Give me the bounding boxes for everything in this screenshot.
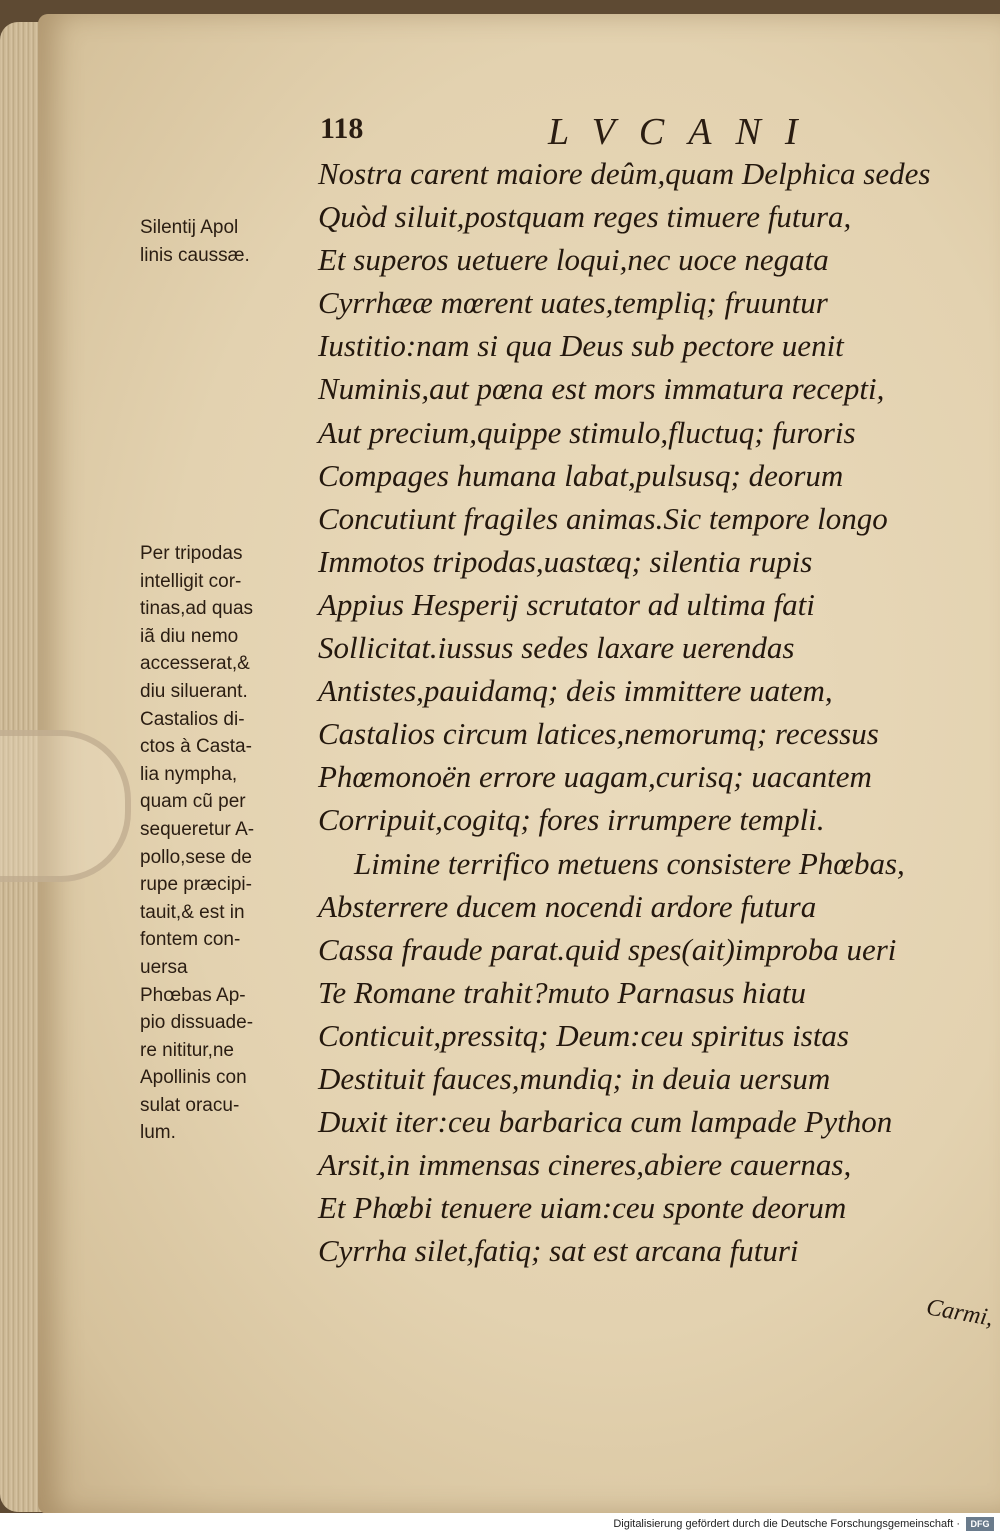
verse-line: Arsit,in immensas cineres,abiere cauernas, — [318, 1147, 852, 1183]
verse-line: Et superos uetuere loqui,nec uoce negata — [318, 242, 829, 278]
verse-line: Phœmonoën errore uagam,curisq; uacantem — [318, 759, 872, 795]
margin-note-line: fontem con- — [140, 929, 241, 951]
verse-line: Sollicitat.iussus sedes laxare uerendas — [318, 630, 795, 666]
catchword: Carmi, — [924, 1294, 996, 1332]
verse-line: Absterrere ducem nocendi ardore futura — [318, 888, 817, 924]
verse-line: Numinis,aut pœna est mors immatura recepti, — [318, 371, 885, 407]
verse-line: Duxit iter:ceu barbarica cum lampade Python — [318, 1104, 893, 1140]
verse-line: Limine terrifico metuens consistere Phœbas, — [354, 845, 905, 881]
margin-note-line: Silentij Apol — [140, 217, 239, 238]
margin-note-line: lum. — [140, 1122, 176, 1144]
verse-line: Et Phœbi tenuere uiam:ceu sponte deorum — [318, 1190, 847, 1226]
margin-note-tripods — [140, 540, 318, 1147]
margin-note-line: sulat oracu- — [140, 1094, 240, 1116]
margin-note-line: quam cũ per — [140, 791, 246, 813]
verse-line: Antistes,pauidamq; deis immittere uatem, — [318, 673, 833, 709]
margin-note-line: accesserat,& — [140, 653, 250, 675]
margin-note-line: tinas,ad quas — [140, 598, 254, 620]
verse-line: Castalios circum latices,nemorumq; recessus — [318, 716, 879, 752]
margin-note-line: re nititur,ne — [140, 1039, 234, 1061]
verse-line: Concutiunt fragiles animas.Sic tempore longo — [318, 500, 888, 536]
verse-line: Aut precium,quippe stimulo,fluctuq; furoris — [318, 414, 856, 450]
margin-note-line: Per tripodas — [140, 543, 243, 564]
verse-line: Te Romane trahit?muto Parnasus hiatu — [318, 974, 806, 1010]
margin-note-line: Castalios di- — [140, 708, 245, 730]
margin-note-line: Apollinis con — [140, 1067, 247, 1089]
margin-note-line: ctos à Casta- — [140, 736, 252, 758]
digitization-footer — [0, 1513, 1000, 1535]
margin-note-line: pio dissuade- — [140, 1012, 254, 1034]
margin-note-line: intelligit cor- — [140, 570, 242, 592]
verse-line: Nostra carent maiore deûm,quam Delphica sedes — [318, 156, 931, 191]
verse-line: Destituit fauces,mundiq; in deuia uersum — [318, 1060, 831, 1096]
margin-note-line: rupe præcipi- — [140, 874, 252, 896]
margin-note-line: sequeretur A- — [140, 818, 255, 840]
margin-note-line: tauit,& est in — [140, 901, 245, 923]
margin-note-line: iã diu nemo — [140, 625, 239, 647]
margin-note-line: uersa — [140, 956, 188, 978]
margin-note-silence — [140, 214, 318, 269]
page-number: 118 — [320, 112, 364, 145]
verse-line: Cassa fraude parat.quid spes(ait)improba ueri — [318, 931, 897, 967]
margin-note-line: lia nympha, — [140, 763, 238, 785]
running-title: LVCANI — [548, 111, 822, 153]
verse-line: Iustitio:nam si qua Deus sub pectore uenit — [318, 328, 844, 364]
verse-line: Corripuit,cogitq; fores irrumpere templi. — [318, 802, 825, 838]
dfg-logo-icon: DFG — [966, 1517, 994, 1531]
verse-line: Quòd siluit,postquam reges timuere futura, — [318, 199, 852, 235]
margin-note-line: Phœbas Ap- — [140, 984, 246, 1006]
verse-line: Conticuit,pressitq; Deum:ceu spiritus istas — [318, 1017, 849, 1053]
verse-line: Cyrrhææ mœrent uates,templiq; fruuntur — [318, 285, 828, 321]
book-clip — [0, 730, 131, 882]
margin-note-line: linis caussæ. — [140, 244, 250, 266]
verse-text — [318, 152, 990, 1272]
verse-line: Compages humana labat,pulsusq; deorum — [318, 457, 844, 493]
verse-line: Immotos tripodas,uastæq; silentia rupis — [318, 543, 813, 579]
margin-note-line: diu siluerant. — [140, 680, 248, 702]
verse-line: Appius Hesperij scrutator ad ultima fati — [318, 586, 815, 622]
footer-text: Digitalisierung gefördert durch die Deutsche Forschungsgemeinschaft · — [613, 1518, 960, 1530]
verse-line: Cyrrha silet,fatiq; sat est arcana futuri — [318, 1233, 799, 1269]
margin-note-line: pollo,sese de — [140, 846, 252, 868]
